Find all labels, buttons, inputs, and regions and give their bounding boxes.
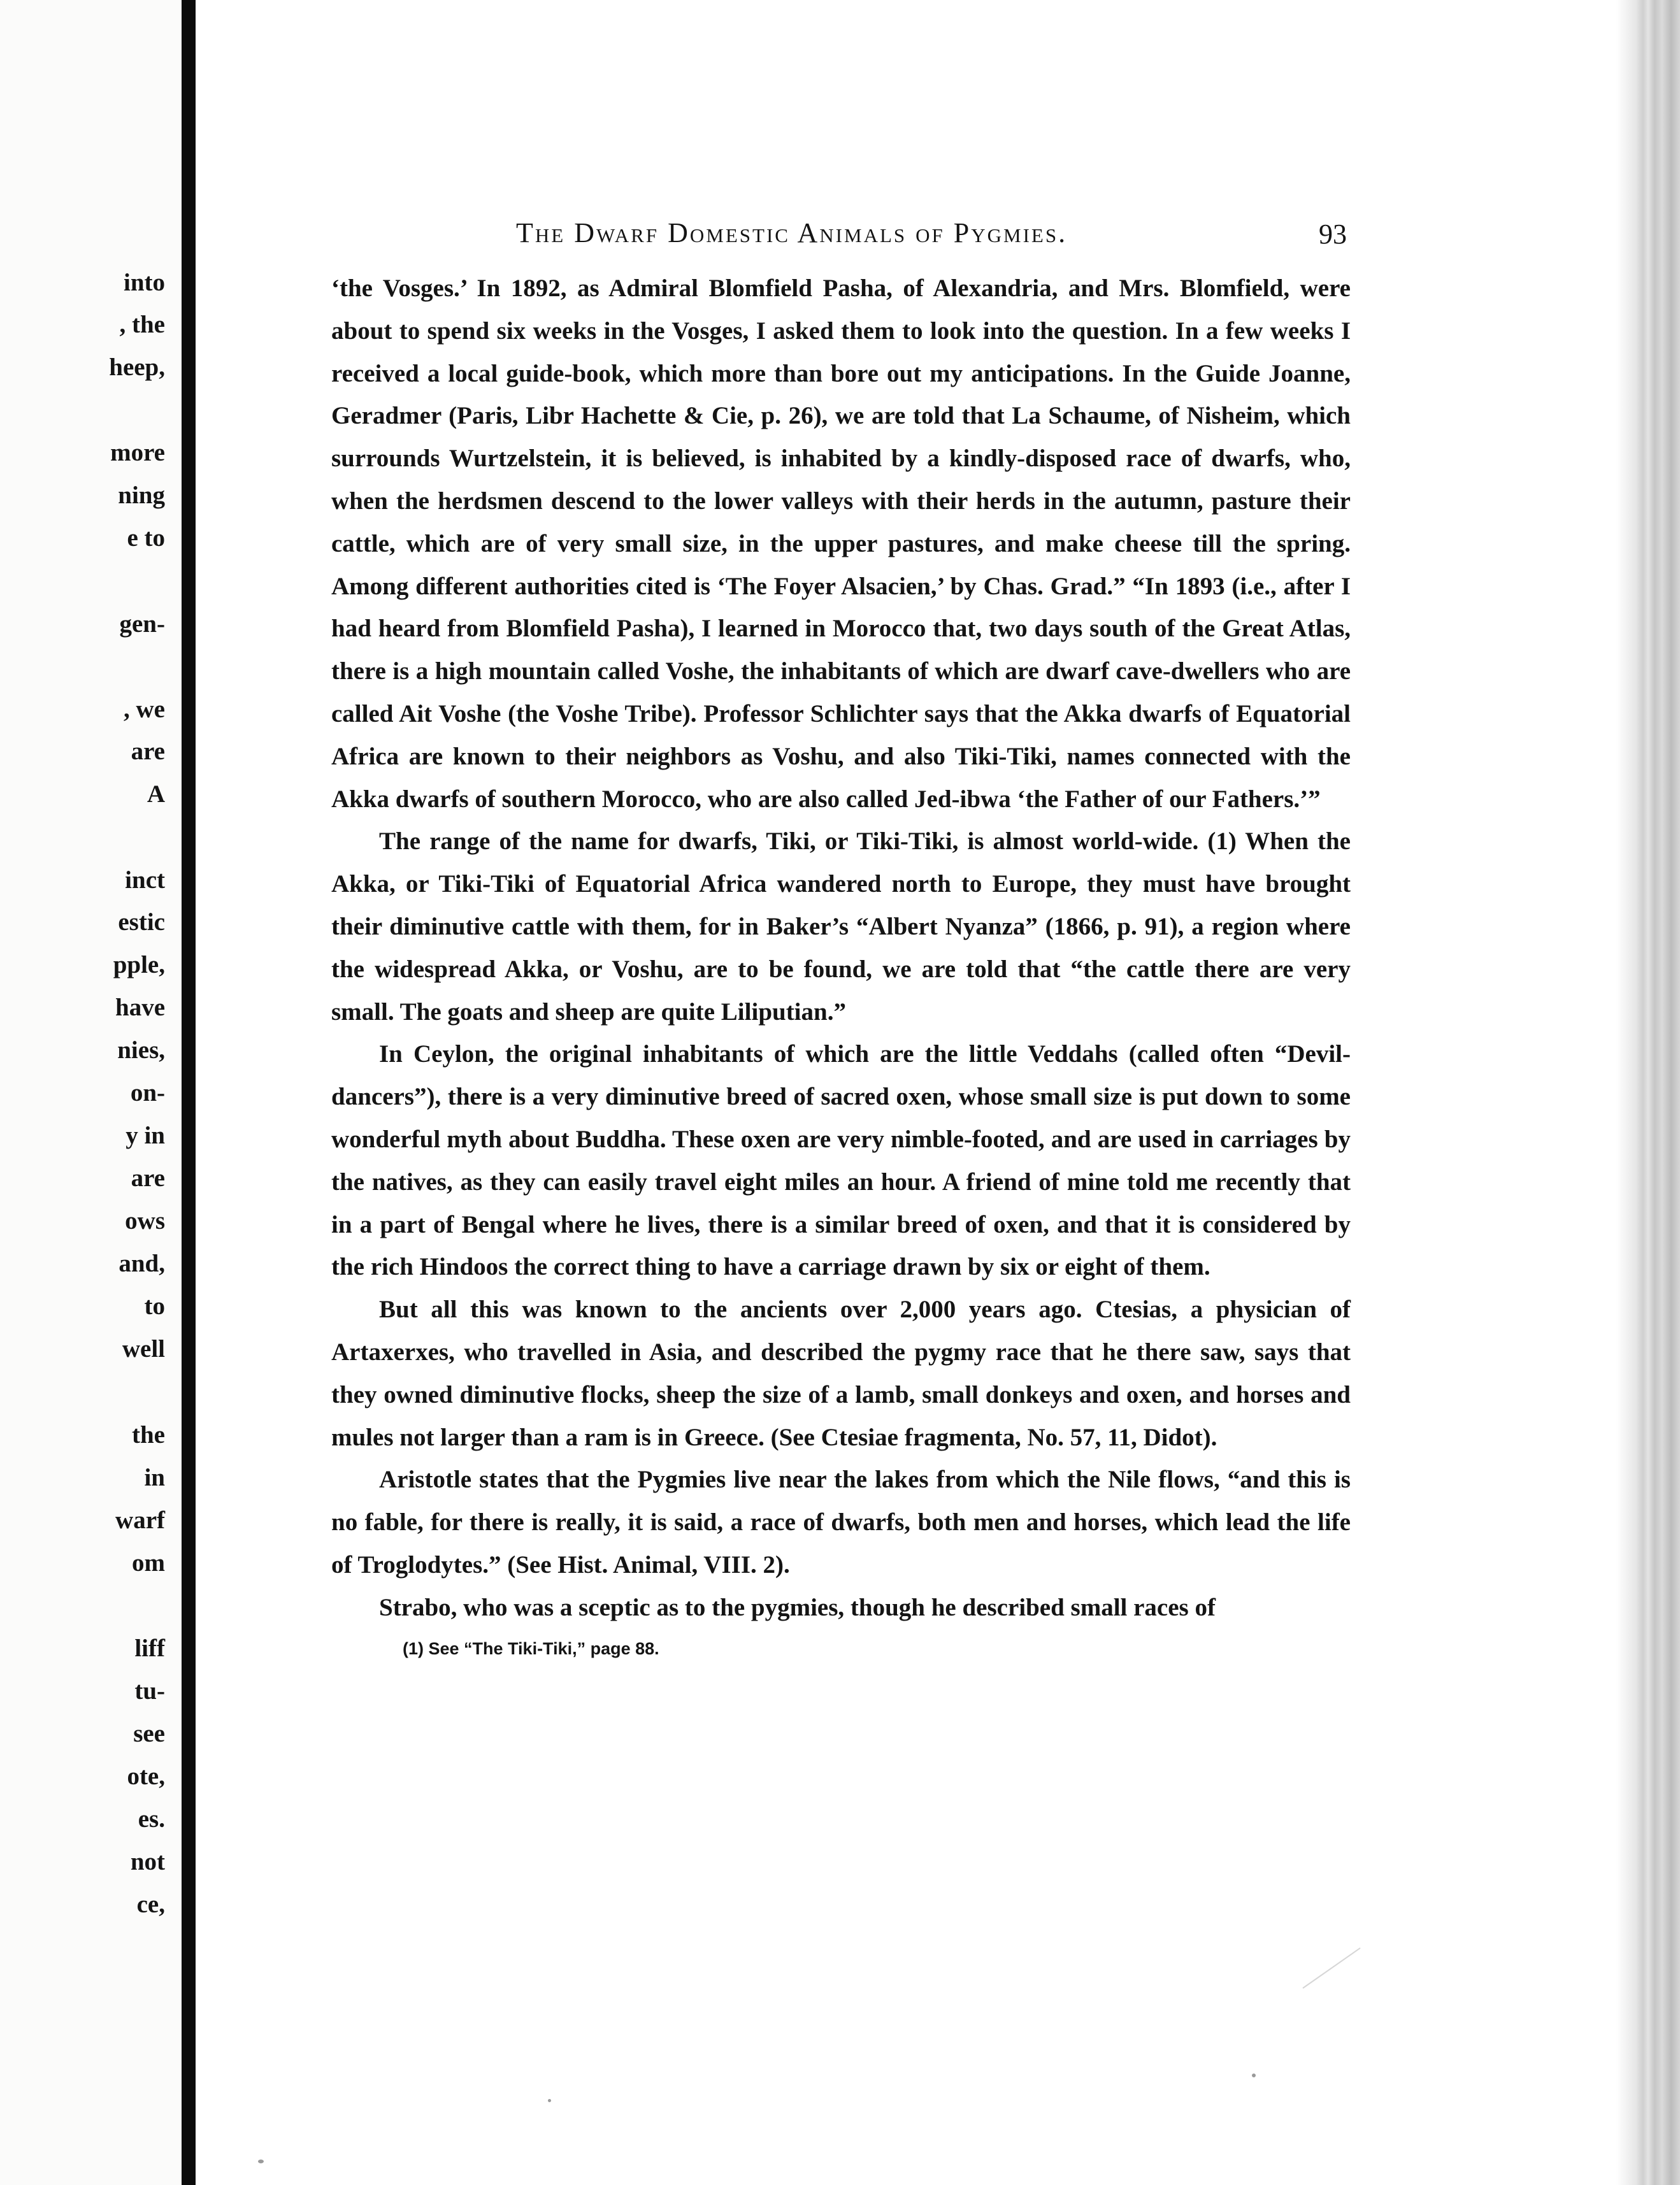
facing-page-fragment: estic xyxy=(118,908,165,936)
page-number: 93 xyxy=(1319,218,1347,250)
facing-page-fragment: e to xyxy=(127,524,165,552)
page-curl-shadow xyxy=(1616,0,1635,2185)
facing-page-fragment: , we xyxy=(124,696,165,723)
facing-page-fragment: ning xyxy=(118,482,165,509)
facing-page-fragment: om xyxy=(132,1549,165,1577)
facing-page-fragment: well xyxy=(122,1335,165,1363)
facing-page-fragment: liff xyxy=(134,1635,165,1662)
facing-page-fragment: tu- xyxy=(134,1677,165,1705)
facing-page-fragment: ows xyxy=(125,1207,165,1235)
facing-page-fragment: ce, xyxy=(136,1891,165,1918)
footnote: (1) See “The Tiki-Tiki,” page 88. xyxy=(403,1638,659,1658)
facing-page-fragment: nies, xyxy=(117,1036,165,1064)
running-title: The Dwarf Domestic Animals of Pygmies. xyxy=(516,217,1068,248)
facing-page-fragment: , the xyxy=(119,311,165,338)
speck xyxy=(548,2099,551,2102)
paragraph: Aristotle states that the Pygmies live near the lakes from which the Nile flows, “and this is no fable, for there is really, it is said, a race of dwarfs, both men and horses, which lead the life of Troglodytes.” (See Hist. Animal, VIII. 2). xyxy=(331,1466,1351,1579)
facing-page-fragment: inct xyxy=(125,866,165,894)
facing-page-fragment: pple, xyxy=(113,951,165,978)
facing-page-fragment: into xyxy=(123,269,165,296)
facing-page-fragment: on- xyxy=(130,1079,165,1107)
facing-page-fragment: es. xyxy=(138,1805,165,1833)
book-page-edges xyxy=(1635,0,1680,2185)
facing-page-fragment: ote, xyxy=(127,1763,165,1790)
paragraph: But all this was known to the ancients over 2,000 years ago. Ctesias, a physician of Artaxerxes, who travelled in Asia, and described the pygmy race that he there saw, says that they owned diminutive flocks, sheep the size of a lamb, small donkeys and oxen, and horses and mules not larger than a ram is in Greece. (See Ctesiae fragmenta, No. 57, 11, Didot). xyxy=(331,1296,1351,1451)
facing-page-fragment: more xyxy=(110,439,165,466)
facing-page-fragment: warf xyxy=(115,1507,165,1534)
page-gutter xyxy=(182,0,196,2185)
facing-page-fragment: gen- xyxy=(119,610,165,638)
speck xyxy=(258,2160,264,2163)
book-page xyxy=(331,204,1351,1661)
facing-page-fragment: y in xyxy=(126,1122,165,1149)
paragraph: The range of the name for dwarfs, Tiki, or Tiki-Tiki, is almost world-wide. (1) When the Akka, or Tiki-Tiki of Equatorial Africa wandered north to Europe, they must have brought their diminutive cattle with them, for in Baker’s “Albert Nyanza” (1866, p. 91), a region where the widespread Akka, or Voshu, are to be found, we are told that “the cattle there are very small. The goats and sheep are quite Liliputian.” xyxy=(331,827,1351,1026)
facing-page-fragment: heep, xyxy=(109,354,165,381)
facing-page-fragment: the xyxy=(132,1421,165,1449)
facing-page-fragment: in xyxy=(144,1464,165,1491)
body-text xyxy=(331,268,1351,1630)
facing-page-fragment: A xyxy=(147,780,165,808)
facing-page-fragment: and, xyxy=(118,1250,165,1277)
facing-page-fragment: not xyxy=(130,1848,165,1875)
pencil-mark xyxy=(1302,1947,1360,1989)
facing-page-fragment: have xyxy=(115,994,165,1021)
facing-page-fragment: are xyxy=(131,738,165,765)
facing-page-fragment: to xyxy=(144,1293,165,1320)
paragraph: ‘the Vosges.’ In 1892, as Admiral Blomfield Pasha, of Alexandria, and Mrs. Blomfield, were about to spend six weeks in the Vosges, I asked them to look into the question. In a few weeks I received a local guide-book, which more than bore out my anticipations. In the Guide Joanne, Geradmer (Paris, Libr Hachette & Cie, p. 26), we are told that La Schaume, of Nisheim, which surrounds Wurtzelstein, it is believed, is inhabited by a kindly-disposed race of dwarfs, who, when the herdsmen descend to the lower valleys with their herds in the autumn, pasture their cattle, which are of very small size, in the upper pastures, and make cheese till the spring. Among different authorities cited is ‘The Foyer Alsacien,’ by Chas. Grad.” “In 1893 (i.e., after I had heard from Blomfield Pasha), I learned in Morocco that, two days south of the Great Atlas, there is a high mountain called Voshe, the inhabitants of which are dwarf cave-dwellers who are called Ait Voshe (the Voshe Tribe). Professor Schlichter says that the Akka dwarfs of Equatorial Africa are known to their neighbors as Voshu, and also Tiki-Tiki, names connected with the Akka dwarfs of southern Morocco, who are also called Jed-ibwa ‘the Father of our Fathers.’” xyxy=(331,275,1351,813)
facing-page-fragment: are xyxy=(131,1164,165,1192)
paragraph: Strabo, who was a sceptic as to the pygmies, though he described small races of xyxy=(379,1593,1216,1621)
page-header xyxy=(331,204,1351,255)
facing-page-fragment: see xyxy=(133,1720,165,1747)
speck xyxy=(1252,2074,1256,2077)
paragraph: In Ceylon, the original inhabitants of which are the little Veddahs (called often “Devil-dancers”), there is a very diminutive breed of sacred oxen, whose small size is put down to some wonderful myth about Buddha. These oxen are very nimble-footed, and are used in carriages by the natives, as they can easily travel eight miles an hour. A friend of mine told me recently that in a part of Bengal where he lives, there is a similar breed of oxen, and that it is considered by the rich Hindoos the correct thing to have a carriage drawn by six or eight of them. xyxy=(331,1040,1351,1281)
